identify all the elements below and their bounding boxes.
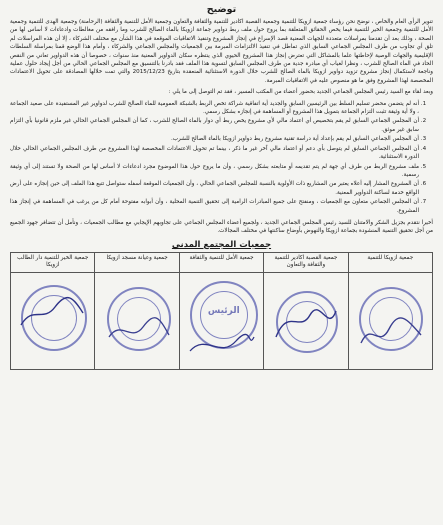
stamp-row [11,272,433,369]
list-item: 7. أن المجلس الجماعي متعاون مع الجمعيات ، ومنفتح على جميع المبادرات الرامية إلى تحقيق التنمية المحلية ، وأن أبوابه مفتوحة أمام كل من يرغب في المساهمة في إنجاز هذا المشروع. [10,198,419,215]
list-item: 1. أنه لم يتضمن محضر تسليم السلط بين الرئيسين السابق والجديد أية اتفاقية شراكة تخص الربط بالشبكة العمومية للماء الصالح للشرب لدواوير غير المستفيدة على صعيد الجماعة ، ولا أية وثيقة تثبت التزام الجماعة بتمويل هذا المشروع أو المساهمة في إنجازه بشكل رسمي. [10,100,419,117]
list-item: 3. أن المجلس الجماعي السابق لم يقم بإعداد أية دراسة تقنية مشروع ربط دواوير ازويكا بالماء الصالح للشرب. [10,135,419,143]
signature-scribble [17,293,87,333]
table-row [11,252,433,272]
stamp-cell [179,272,263,369]
document-title: توضيح [206,4,237,15]
signatory-name: جمعية القصبة اكادير للتنمية والثقافة والتعاون [264,252,348,272]
signatory-name: جمعية الأمل للتنمية والثقافة [179,252,263,272]
intro-paragraph: تنوير الرأي العام والخاص ، نوضح نحن رؤساء جمعية ازويكا للتنمية وجمعية القصبة اكادير للتنمية والثقافة والتعاون وجمعية الأمل للتنمية والثقافة (الرحامنة) وجمعية الهدى للتنمية وجمعية الأمل للتنمية وجمعية الخير للتنمية فيما يخص الحقائق المتعلقة بما يروج حول ملف ربط دواوير جماعة ازويكا بالماء الصالح للشرب وما رافقه من مغالطات وادعاءات لا أساس لها من الصحة ، وذلك بعد أن تقدمنا بمراسلات متعددة للجهات المعنية قصد الإسراع في إنجاز المشروع وتنفيذ الاتفاقيات الموقعة في هذا الشأن مع مختلف الشركاء ، إلا أن هذه المراسلات لم تلق أي تجاوب من طرف المجلس الجماعي السابق الذي تماطل في تنفيذ الالتزامات المبرمة بين الجمعيات والمجلس الجماعي والشركاء ، وأمام هذا الوضع قمنا بمراسلة السلطات الإقليمية والجهات الوصية لإحاطتها علما بالمشاكل التي تعترض إنجاز هذا المشروع الحيوي الذي ينتظره سكان الدواوير المعنية منذ سنوات ، خصوصا أن هذه الدواوير تعاني من النقص الحاد في الماء الصالح للشرب ، ونظرا لغياب أي مبادرة جدية من طرف المجلس السابق لتسوية هذا الملف فقد بادرنا بالتنسيق مع المجلس الجماعي الحالي من أجل إيجاد حلول عملية وناجعة لاستكمال إنجاز مشروع تزويد دواوير ازويكا بالماء الصالح للشرب خلال الدورة الاستثنائية المنعقدة بتاريخ 2015/12/23 والتي تمت خلالها المصادقة على تحويل الاعتمادات المخصصة لهذا المشروع وفق ما هو منصوص عليه في الاتفاقيات المبرمة. [10,19,433,84]
list-item: 6. أن المشروع المشار إليه أعلاه يعتبر من المشاريع ذات الأولوية بالنسبة للمجلس الجماعي الحالي ، وأن الجمعيات الموقعة أسفله ستواصل تتبع هذا الملف إلى حين إنجازه على أرض الواقع خدمة لساكنة الدواوير المعنية. [10,180,419,197]
signature-scribble [103,309,173,349]
points-list [10,100,433,215]
signature-scribble [270,303,340,343]
signatory-name: جمعية ازويكا للتنمية [348,252,432,272]
stamp-cell [348,272,432,369]
signatories-table [10,252,433,370]
intro-paragraph-2: وبعد لقاء مع السيد رئيس المجلس الجماعي الجديد بحضور أعضاء من المكتب المسير ، فقد تم التوصل إلى ما يلي : [168,89,433,96]
stamp-cell [264,272,348,369]
list-item: 5. ملف مشروع الربط من طرف أي جهة لم يتم تقديمه أو متابعته بشكل رسمي ، وأن ما يروج حول هذا الموضوع مجرد ادعاءات لا أساس لها من الصحة ولا تستند إلى أي وثيقة رسمية. [10,163,419,180]
stamp-text: الرئيس [207,306,240,317]
signatories-heading: جمعيات المجتمع المدني [171,239,272,250]
list-item: 2. أن المجلس الجماعي السابق لم يقم بتخصيص أي اعتماد مالي لأي مشروع يخص ربط أي دوار بالماء الصالح للشرب ، كما أن المجلس الجماعي الحالي غير ملزم قانونيا بأي التزام سابق غير موثق. [10,117,419,134]
signatory-name: جمعية وعيانة مسجد ازويكا [95,252,179,272]
signature-scribble [357,313,427,353]
stamp-cell [11,272,95,369]
signatory-name: جمعية الخير للتنمية دار الطالب ازويكا [11,252,95,272]
signature-scribble [186,331,256,361]
closing-paragraph: أخيرا نتقدم بجزيل الشكر والامتنان للسيد رئيس المجلس الجماعي الجديد ، ولجميع أعضاء المجلس الجماعي على تجاوبهم الإيجابي مع مطالب الجمعيات ، ونأمل أن تتضافر جهود الجميع من أجل تحقيق التنمية المنشودة بجماعة ازويكا والنهوض بأوضاع ساكنتها في مختلف المجالات. [10,219,433,235]
list-item: 4. أن المجلس الجماعي السابق لم يتوصل بأي دعم أو اعتماد مالي آخر غير ما ذكر ، بينما تم تحويل الاعتمادات المخصصة لهذا المشروع من طرف المجلس الجماعي الحالي خلال الدورة الاستثنائية. [10,145,419,162]
stamp-cell [95,272,179,369]
